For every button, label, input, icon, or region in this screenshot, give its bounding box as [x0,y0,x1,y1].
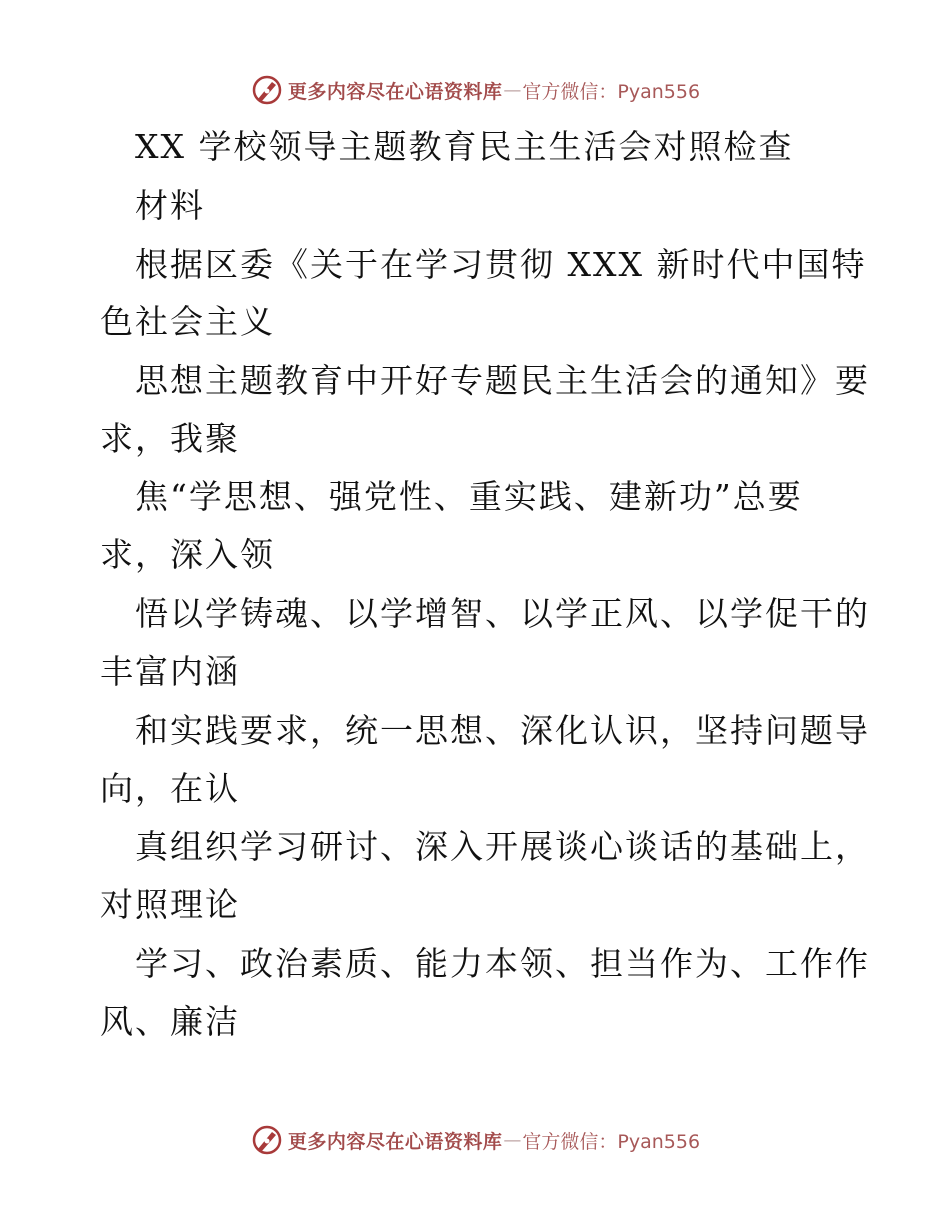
paragraph-line: 求，深入领 [100,535,275,574]
paragraph-line: 悟以学铸魂、以学增智、以学正风、以学促干的 [135,594,870,633]
banner-wechat-text: 官方微信：Pyan556 [522,1130,701,1153]
paragraph-line: 对照理论 [100,885,240,924]
banner-brand-text: 更多内容尽在心语资料库 [287,1130,503,1153]
quill-logo-icon [250,1123,284,1157]
paragraph-line: 学习、政治素质、能力本领、担当作为、工作作 [135,944,870,983]
document-title-line-1: XX 学校领导主题教育民主生活会对照检查 [135,127,794,166]
paragraph-line: 焦“学思想、强党性、重实践、建新功”总要 [135,477,803,516]
paragraph-line: 真组织学习研讨、深入开展谈心谈话的基础上， [135,827,870,866]
footer-banner [0,1120,950,1160]
header-banner [0,70,950,110]
paragraph-line: 和实践要求，统一思想、深化认识，坚持问题导 [135,711,870,750]
paragraph-line: 根据区委《关于在学习贯彻 XXX 新时代中国特 [135,245,867,284]
document-title-line-2: 材料 [135,186,205,225]
paragraph-line: 色社会主义 [100,302,275,341]
paragraph-line: 思想主题教育中开好专题民主生活会的通知》要 [135,361,870,400]
banner-brand-text: 更多内容尽在心语资料库 [287,80,503,103]
banner-wechat-text: 官方微信：Pyan556 [522,80,701,103]
quill-logo-icon [250,73,284,107]
banner-separator: — [503,79,522,101]
paragraph-line: 求，我聚 [100,419,240,458]
banner-separator: — [503,1129,522,1151]
paragraph-line: 向，在认 [100,769,240,808]
paragraph-line: 丰富内涵 [100,652,240,691]
paragraph-line: 风、廉洁 [100,1002,240,1041]
